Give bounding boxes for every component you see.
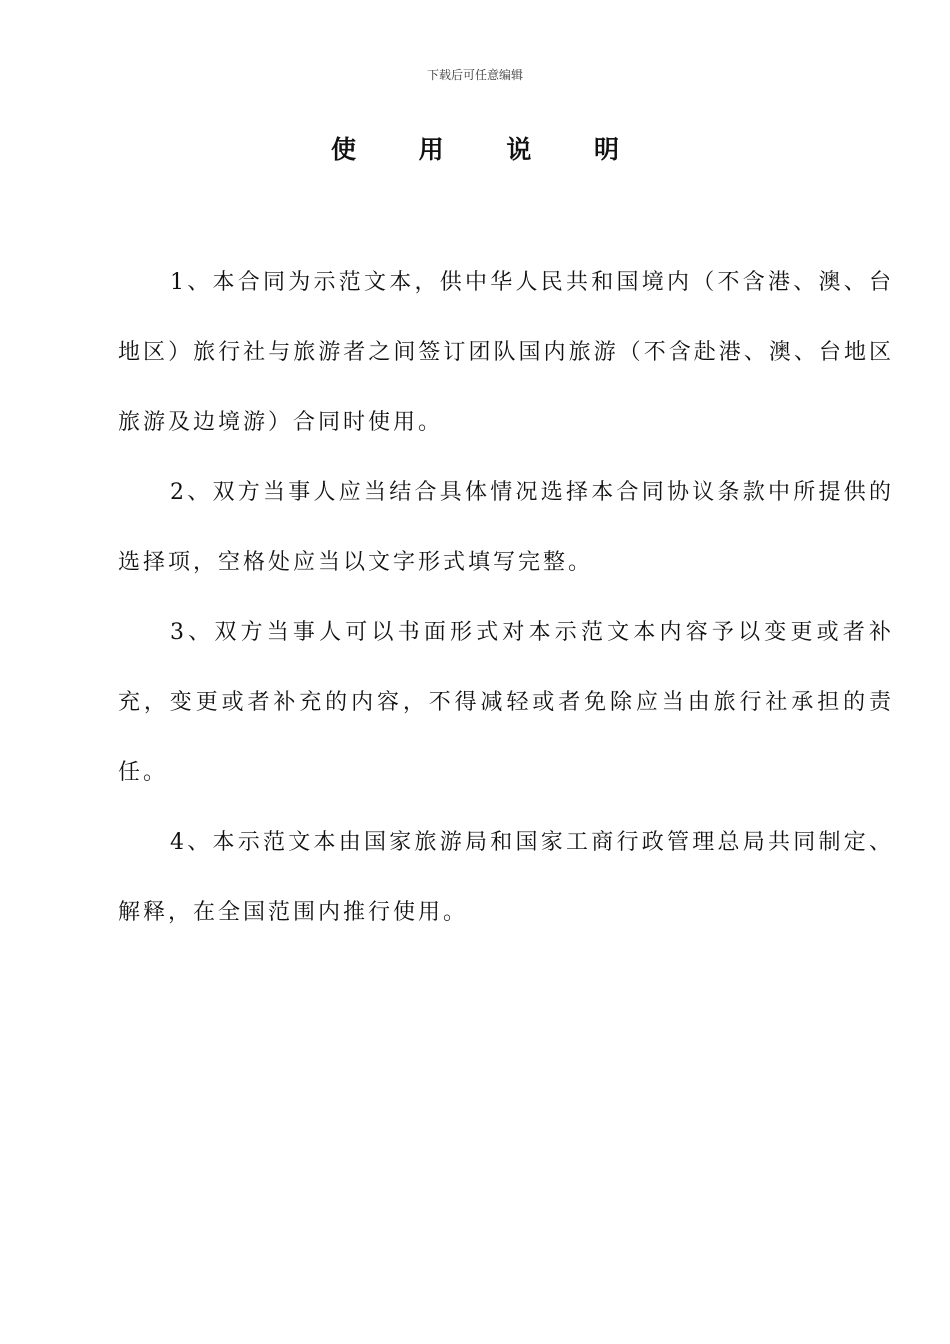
header-note: 下载后可任意编辑 xyxy=(426,68,523,82)
paragraph-4: 4、本示范文本由国家旅游局和国家工商行政管理总局共同制定、解释，在全国范围内推行使用。 xyxy=(118,830,894,925)
page-title: 使 用 说 明 xyxy=(330,135,647,164)
instructions-body xyxy=(118,248,894,948)
paragraph-2: 2、双方当事人应当结合具体情况选择本合同协议条款中所提供的选择项，空格处应当以文字形式填写完整。 xyxy=(118,480,894,575)
paragraph-1: 1、本合同为示范文本，供中华人民共和国境内（不含港、澳、台地区）旅行社与旅游者之间签订团队国内旅游（不含赴港、澳、台地区旅游及边境游）合同时使用。 xyxy=(118,270,894,435)
paragraph-3: 3、双方当事人可以书面形式对本示范文本内容予以变更或者补充，变更或者补充的内容，不得减轻或者免除应当由旅行社承担的责任。 xyxy=(118,620,894,785)
